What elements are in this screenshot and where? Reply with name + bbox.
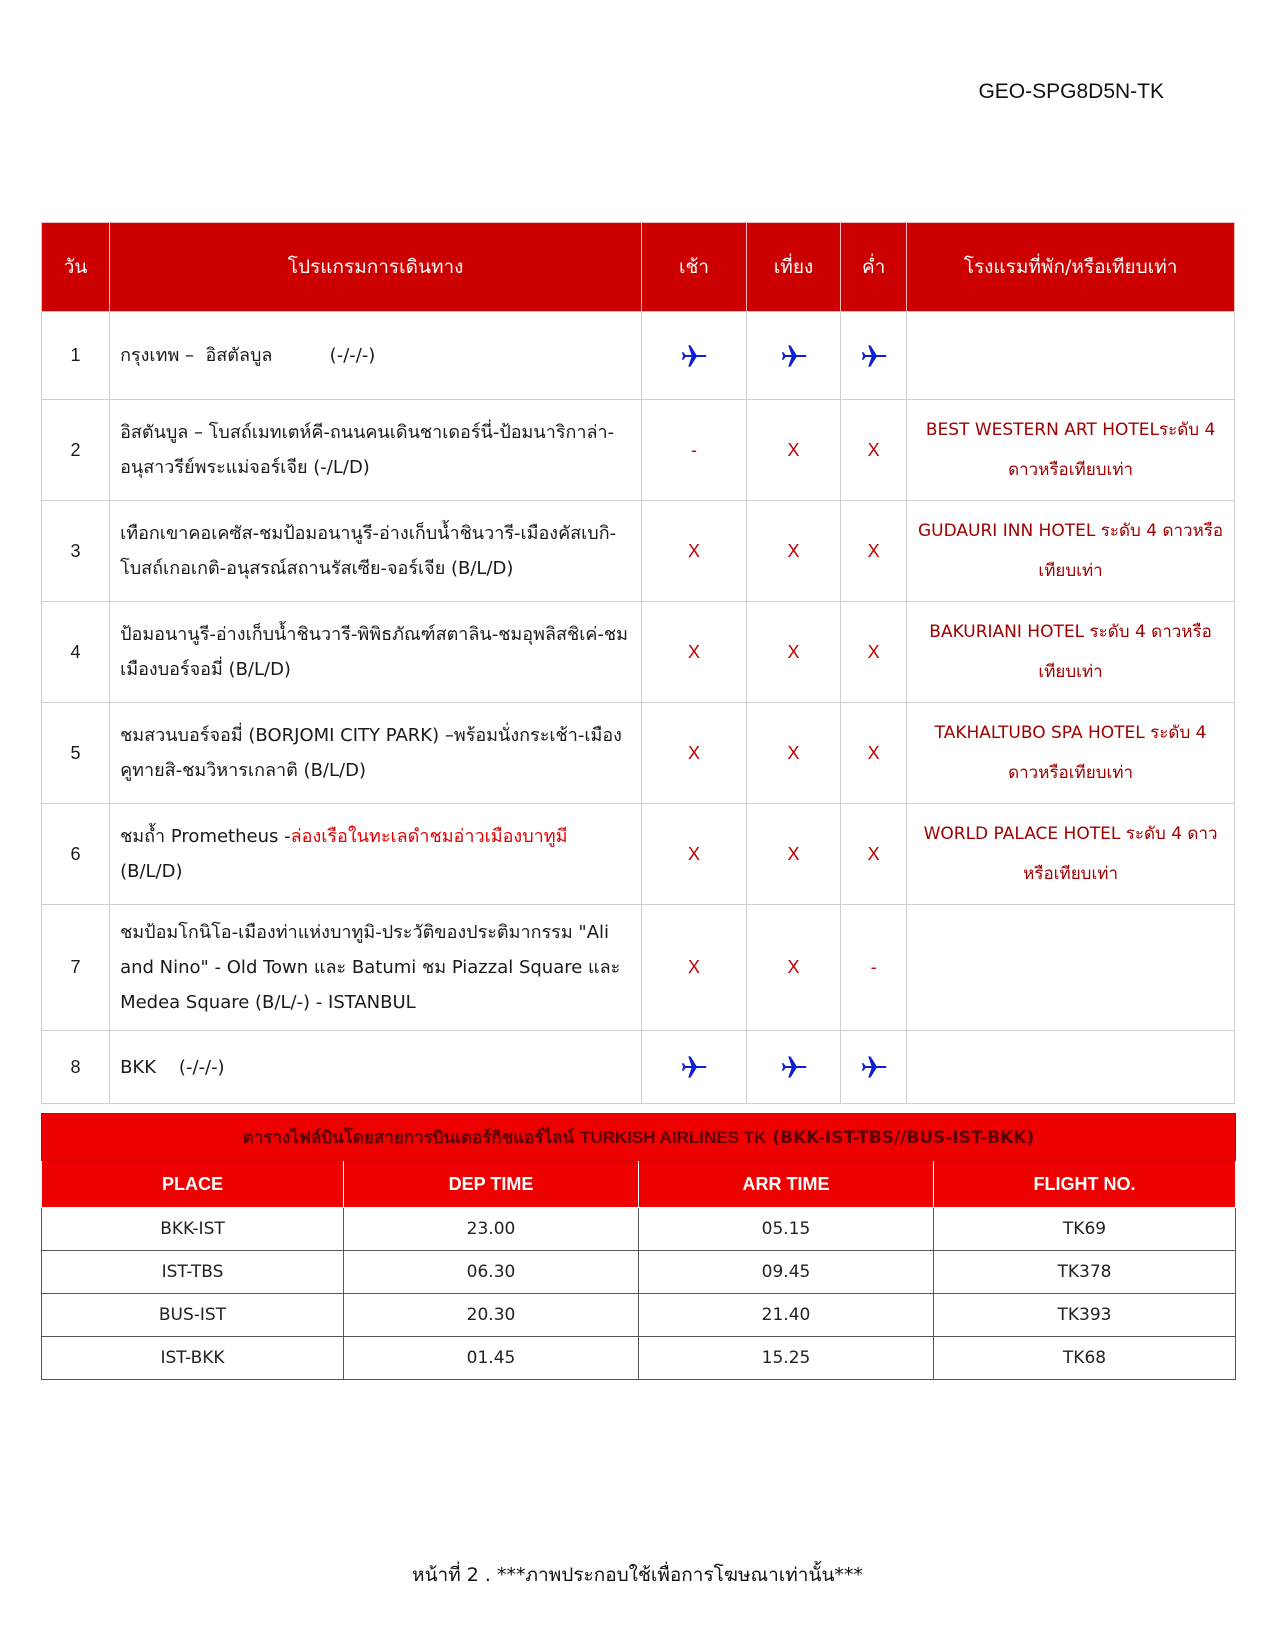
flight-row <box>42 1208 1236 1251</box>
plane-icon <box>859 1052 889 1082</box>
header-place: PLACE <box>42 1161 344 1208</box>
header-dinner: ค่ำ <box>841 223 907 312</box>
flight-number: TK393 <box>934 1294 1236 1337</box>
day-program: ป้อมอนานูรี-อ่างเก็บน้ำชินวารี-พิพิธภัณฑ์สตาลิน-ชมอุพลิสชิเค่-ชม เมืองบอร์จอมี่ (B/L/D) <box>110 602 642 703</box>
dinner-cell <box>841 1031 907 1104</box>
plane-icon <box>779 1052 809 1082</box>
flight-place: IST-TBS <box>42 1251 344 1294</box>
lunch-cell: X <box>746 703 840 804</box>
flight-row <box>42 1337 1236 1380</box>
dinner-cell <box>841 312 907 400</box>
breakfast-cell: X <box>642 602 747 703</box>
dinner-cell: X <box>841 501 907 602</box>
flight-dep-time: 01.45 <box>344 1337 639 1380</box>
hotel-cell: WORLD PALACE HOTEL ระดับ 4 ดาวหรือเทียบเท่า <box>907 804 1235 905</box>
breakfast-cell: X <box>642 501 747 602</box>
day-program: ชมป้อมโกนิโอ-เมืองท่าแห่งบาทูมิ-ประวัติของประติมากรรม "Ali and Nino" - Old Town และ Batumi ชม Piazzal Square และ Medea Square (B/L/-) - ISTANBUL <box>110 905 642 1031</box>
plane-icon <box>779 341 809 371</box>
header-arr-time: ARR TIME <box>639 1161 934 1208</box>
day-number: 2 <box>42 400 110 501</box>
program-meals: (B/L/D) <box>120 861 183 882</box>
document-code: GEO-SPG8D5N-TK <box>978 80 1164 103</box>
itinerary-row-1 <box>42 312 1235 400</box>
flight-arr-time: 05.15 <box>639 1208 934 1251</box>
flight-table <box>41 1113 1236 1380</box>
day-number: 8 <box>42 1031 110 1104</box>
flight-number: TK68 <box>934 1337 1236 1380</box>
itinerary-row-5 <box>42 703 1235 804</box>
day-program: ชมสวนบอร์จอมี่ (BORJOMI CITY PARK) –พร้อมนั่งกระเช้า-เมืองคูทายสิ-ชมวิหารเกลาติ (B/L/D) <box>110 703 642 804</box>
flight-row <box>42 1251 1236 1294</box>
day-number: 1 <box>42 312 110 400</box>
itinerary-row-2 <box>42 400 1235 501</box>
flight-number: TK69 <box>934 1208 1236 1251</box>
flight-header-row <box>42 1161 1236 1208</box>
flight-dep-time: 20.30 <box>344 1294 639 1337</box>
header-hotel: โรงแรมที่พัก/หรือเทียบเท่า <box>907 223 1235 312</box>
header-day: วัน <box>42 223 110 312</box>
day-number: 6 <box>42 804 110 905</box>
breakfast-cell: X <box>642 804 747 905</box>
flight-place: BUS-IST <box>42 1294 344 1337</box>
day-program: เทือกเขาคอเคซัส-ชมป้อมอนานูรี-อ่างเก็บน้ำชินวารี-เมืองคัสเบกิ-โบสถ์เกอเกติ-อนุสรณ์สถานรัสเซีย-จอร์เจีย (B/L/D) <box>110 501 642 602</box>
plane-icon <box>859 341 889 371</box>
hotel-cell: GUDAURI INN HOTEL ระดับ 4 ดาวหรือเทียบเท่า <box>907 501 1235 602</box>
flight-row <box>42 1294 1236 1337</box>
day-number: 7 <box>42 905 110 1031</box>
hotel-cell <box>907 1031 1235 1104</box>
header-lunch: เที่ยง <box>746 223 840 312</box>
lunch-cell: X <box>746 400 840 501</box>
hotel-cell: BAKURIANI HOTEL ระดับ 4 ดาวหรือเทียบเท่า <box>907 602 1235 703</box>
hotel-cell: BEST WESTERN ART HOTELระดับ 4 ดาวหรือเทียบเท่า <box>907 400 1235 501</box>
dinner-cell: X <box>841 602 907 703</box>
day-program <box>110 804 642 905</box>
flight-caption <box>42 1114 1236 1161</box>
itinerary-row-6 <box>42 804 1235 905</box>
flight-place: IST-BKK <box>42 1337 344 1380</box>
day-program: BKK (-/-/-) <box>110 1031 642 1104</box>
day-number: 5 <box>42 703 110 804</box>
itinerary-row-8 <box>42 1031 1235 1104</box>
caption-airline: TURKISH AIRLINES TK <box>579 1127 767 1147</box>
caption-thai: ตารางไฟล์บินโดยสายการบินเตอร์กิชแอร์ไลน์ <box>242 1127 580 1148</box>
dinner-cell: X <box>841 400 907 501</box>
lunch-cell: X <box>746 905 840 1031</box>
lunch-cell <box>746 1031 840 1104</box>
flight-place: BKK-IST <box>42 1208 344 1251</box>
flight-arr-time: 15.25 <box>639 1337 934 1380</box>
program-text: ชมถ้ำ Prometheus - <box>120 826 291 847</box>
breakfast-cell <box>642 312 747 400</box>
itinerary-row-3 <box>42 501 1235 602</box>
lunch-cell: X <box>746 602 840 703</box>
breakfast-cell: X <box>642 905 747 1031</box>
flight-caption-row <box>42 1114 1236 1161</box>
hotel-cell <box>907 312 1235 400</box>
plane-icon <box>679 1052 709 1082</box>
itinerary-table <box>41 222 1235 1104</box>
flight-arr-time: 21.40 <box>639 1294 934 1337</box>
caption-route: (BKK-IST-TBS//BUS-IST-BKK) <box>766 1127 1035 1148</box>
flight-arr-time: 09.45 <box>639 1251 934 1294</box>
dinner-cell: - <box>841 905 907 1031</box>
itinerary-header-row <box>42 223 1235 312</box>
program-highlight: ล่องเรือในทะเลดำชมอ่าวเมืองบาทูมี <box>290 826 568 847</box>
lunch-cell: X <box>746 501 840 602</box>
breakfast-cell: - <box>642 400 747 501</box>
dinner-cell: X <box>841 804 907 905</box>
plane-icon <box>679 341 709 371</box>
flight-dep-time: 06.30 <box>344 1251 639 1294</box>
day-program: อิสตันบูล – โบสถ์เมทเตห์คี-ถนนคนเดินชาเดอร์นี่-ป้อมนาริกาล่า-อนุสาวรีย์พระแม่จอร์เจีย (-/L/D) <box>110 400 642 501</box>
day-program: กรุงเทพ – อิสตัลบูล (-/-/-) <box>110 312 642 400</box>
lunch-cell: X <box>746 804 840 905</box>
page-footer: หน้าที่ 2 . ***ภาพประกอบใช้เพื่อการโฆษณาเท่านั้น*** <box>412 1564 863 1586</box>
dinner-cell: X <box>841 703 907 804</box>
lunch-cell <box>746 312 840 400</box>
header-breakfast: เช้า <box>642 223 747 312</box>
breakfast-cell: X <box>642 703 747 804</box>
flight-number: TK378 <box>934 1251 1236 1294</box>
itinerary-row-4 <box>42 602 1235 703</box>
flight-dep-time: 23.00 <box>344 1208 639 1251</box>
header-program: โปรแกรมการเดินทาง <box>110 223 642 312</box>
day-number: 3 <box>42 501 110 602</box>
header-dep-time: DEP TIME <box>344 1161 639 1208</box>
hotel-cell <box>907 905 1235 1031</box>
itinerary-row-7 <box>42 905 1235 1031</box>
day-number: 4 <box>42 602 110 703</box>
breakfast-cell <box>642 1031 747 1104</box>
header-flight-no: FLIGHT NO. <box>934 1161 1236 1208</box>
hotel-cell: TAKHALTUBO SPA HOTEL ระดับ 4 ดาวหรือเทียบเท่า <box>907 703 1235 804</box>
